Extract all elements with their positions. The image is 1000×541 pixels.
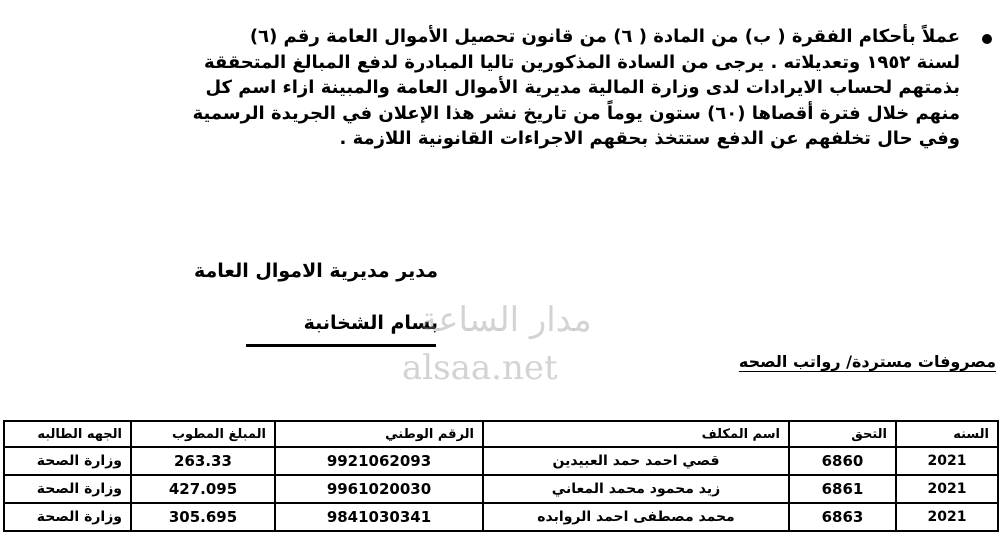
notice-paragraph	[60, 24, 986, 152]
cell-requesting-party: وزارة الصحة	[4, 475, 131, 503]
cell-national-id: 9961020030	[275, 475, 483, 503]
cell-taxpayer-name: زيد محمود محمد المعاني	[483, 475, 789, 503]
notice-line: لسنة ١٩٥٢ وتعديلاته . يرجى من السادة المذكورين تاليا المبادرة لدفع المبالغ المتحققة	[203, 51, 960, 73]
bullet-icon	[982, 34, 992, 44]
header-requesting-party: الجهه الطالبه	[4, 421, 131, 447]
section-heading: مصروفات مستردة/ رواتب الصحه	[738, 352, 996, 371]
header-taxpayer-name: اسم المكلف	[483, 421, 789, 447]
table-row	[4, 503, 998, 531]
signature-title: مدير مديرية الاموال العامة	[193, 260, 438, 282]
cell-taxpayer-name: محمد مصطفى احمد الروابده	[483, 503, 789, 531]
cell-requesting-party: وزارة الصحة	[4, 447, 131, 475]
cell-national-id: 9841030341	[275, 503, 483, 531]
header-amount: المبلغ المطوب	[131, 421, 275, 447]
cell-year: 2021	[896, 503, 998, 531]
cell-entry: 6863	[789, 503, 896, 531]
signer-name: بسام الشخانبة	[303, 312, 438, 334]
header-national-id: الرقم الوطني	[275, 421, 483, 447]
cell-year: 2021	[896, 475, 998, 503]
cell-requesting-party: وزارة الصحة	[4, 503, 131, 531]
refunds-table	[3, 420, 999, 532]
signature-line	[246, 344, 436, 347]
table-header-row	[4, 421, 998, 447]
header-entry: التحق	[789, 421, 896, 447]
notice-line: بذمتهم لحساب الايرادات لدى وزارة المالية مديرية الأموال العامة والمبينة ازاء اسم كل	[205, 77, 960, 98]
cell-taxpayer-name: قصي احمد حمد العبيدين	[483, 447, 789, 475]
cell-entry: 6861	[789, 475, 896, 503]
notice-line: وفي حال تخلفهم عن الدفع ستتخذ بحقهم الاجراءات القانونية اللازمة .	[339, 128, 960, 149]
table-row	[4, 475, 998, 503]
notice-line: عملاً بأحكام الفقرة ( ب) من المادة ( ٦) من قانون تحصيل الأموال العامة رقم (٦)	[249, 26, 960, 47]
watermark-arabic: مدار الساعة	[420, 300, 592, 340]
cell-national-id: 9921062093	[275, 447, 483, 475]
cell-amount: 427.095	[131, 475, 275, 503]
notice-line: منهم خلال فترة أقصاها (٦٠) ستون يوماً من تاريخ نشر هذا الإعلان في الجريدة الرسمية	[192, 102, 960, 124]
cell-entry: 6860	[789, 447, 896, 475]
cell-year: 2021	[896, 447, 998, 475]
header-year: السنه	[896, 421, 998, 447]
table-row	[4, 447, 998, 475]
cell-amount: 305.695	[131, 503, 275, 531]
cell-amount: 263.33	[131, 447, 275, 475]
watermark-latin: alsaa.net	[402, 348, 558, 388]
signature-name	[148, 312, 438, 356]
